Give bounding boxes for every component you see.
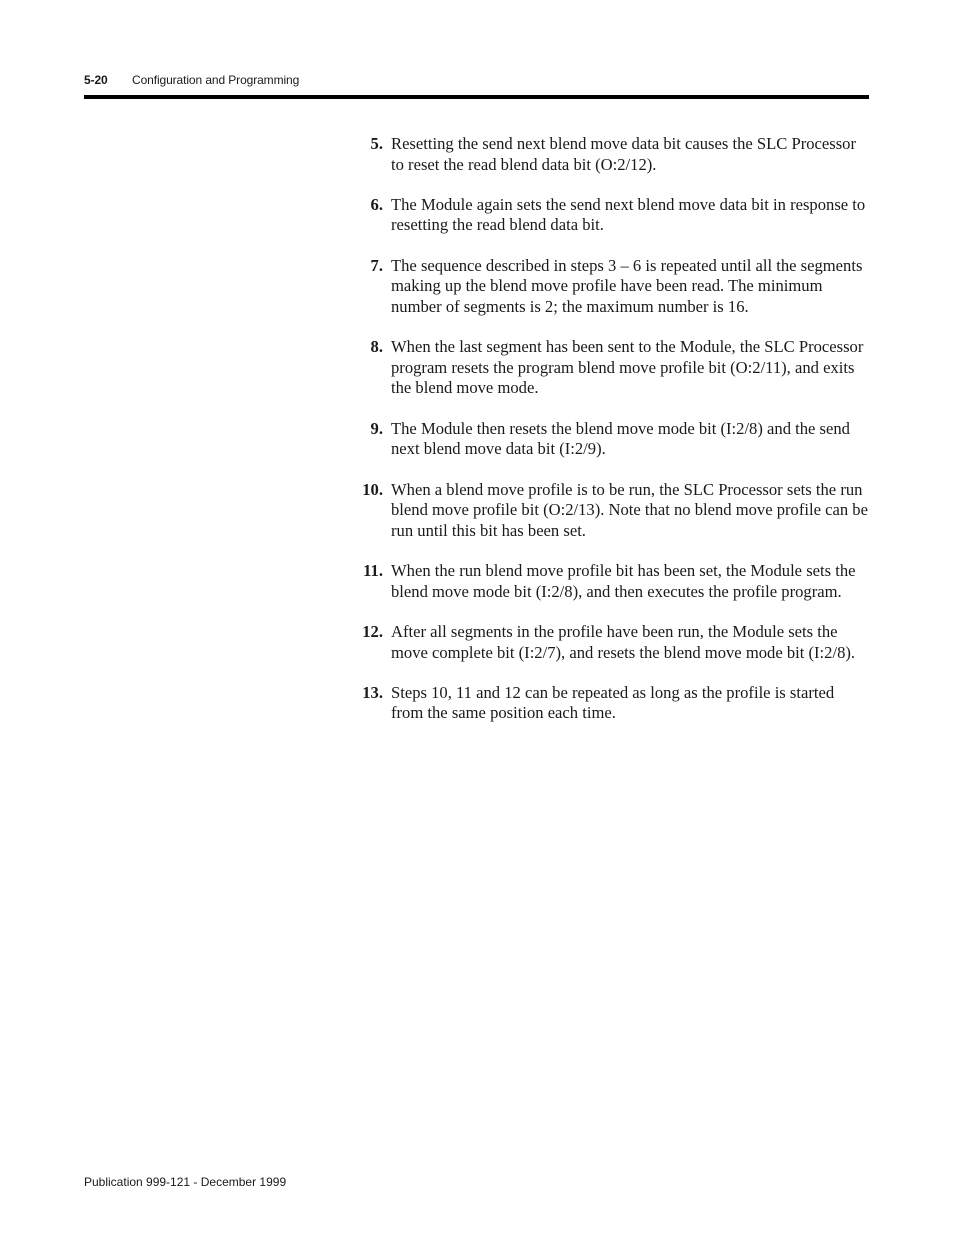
step-number: 12. <box>362 621 383 641</box>
page-footer <box>84 1175 286 1189</box>
publication-info: Publication 999-121 - December 1999 <box>84 1175 287 1189</box>
step-text: When the last segment has been sent to the Module, the SLC Processor program resets the program blend move profile bit (O:2/11), and exits the blend move mode. <box>391 337 864 398</box>
step-number: 5. <box>370 134 383 153</box>
step-text: When a blend move profile is to be run, the SLC Processor sets the run blend move profile bit (O:2/13). Note that no blend move profile can be run until this bit has been set. <box>391 479 868 540</box>
step-text: When the run blend move profile bit has been set, the Module sets the blend move mode bit (I:2/8), and then executes the profile program. <box>391 561 856 601</box>
step-number: 11. <box>363 561 383 581</box>
step-number: 9. <box>370 418 383 438</box>
section-title: Configuration and Programming <box>132 73 300 87</box>
step-item <box>350 480 870 542</box>
header-rule <box>84 95 869 99</box>
step-item <box>350 561 870 602</box>
step-text: Steps 10, 11 and 12 can be repeated as long as the profile is started from the same position each time. <box>391 682 835 723</box>
step-text: The sequence described in steps 3 – 6 is repeated until all the segments making up the blend move profile have been read. The minimum number of segments is 2; the maximum number is 16. <box>391 255 863 316</box>
step-item <box>350 337 870 399</box>
step-item <box>350 195 870 236</box>
step-text: The Module again sets the send next blend move data bit in response to resetting the read blend data bit. <box>391 194 866 235</box>
step-item <box>350 256 870 318</box>
page-header <box>84 73 299 87</box>
step-number: 6. <box>370 194 383 214</box>
step-item <box>350 622 870 663</box>
step-number: 10. <box>362 479 383 499</box>
step-text: Resetting the send next blend move data bit causes the SLC Processor to reset the read blend data bit (O:2/12). <box>391 134 856 174</box>
step-number: 8. <box>370 337 383 357</box>
step-item <box>350 134 870 175</box>
step-text: The Module then resets the blend move mode bit (I:2/8) and the send next blend move data bit (I:2/9). <box>391 418 850 459</box>
step-number: 13. <box>362 682 383 702</box>
step-list <box>350 134 870 744</box>
step-item <box>350 683 870 724</box>
step-text: After all segments in the profile have been run, the Module sets the move complete bit (I:2/7), and resets the blend move mode bit (I:2/8). <box>391 621 856 662</box>
step-item <box>350 419 870 460</box>
step-number: 7. <box>370 255 383 275</box>
page-number: 5-20 <box>84 73 108 87</box>
